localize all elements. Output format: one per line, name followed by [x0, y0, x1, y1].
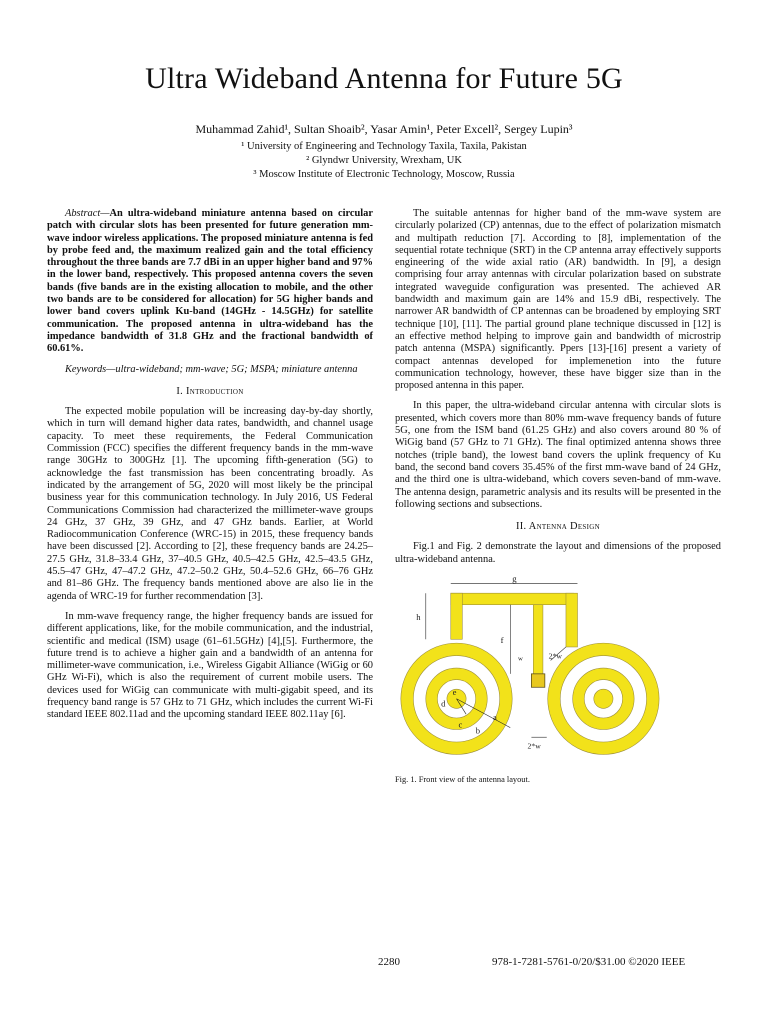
abstract	[47, 208, 373, 356]
label-f: f	[500, 635, 504, 646]
antenna-layout-drawing	[397, 574, 587, 764]
intro-paragraph-1: The expected mobile population will be increasing day-by-day shortly, which in turn will demand higher data rates, bandwidth, and channel usage capacity. To meet these requirements, the Federal Communication Commission (FCC) specifies the different frequency bands in the mm-wave range 30GHz to 300GHz [1]. The upcoming fifth-generation (5G) to acknowledge the fast transmission has been concentrating broadly. As indicated by the arrangement of 5G, 2020 will most likely be the principal business year for this communication technology. In July 2016, US Federal Communications Commission had characterized the millimeter-wave groups 24 GHz, 37 GHz, 39 GHz, and 47 GHz bands. Earlier, at World Radiocommunication Conference (WRC-15) in 2015, these frequency bands have been discussed [2]. According to [2], these frequency bands are 24.25–27.5 GHz, 31.8–33.4 GHz, 37–40.5 GHz, 40.5–42.5 GHz, 42.5–43.5 GHz, 45.5–47 GHz, 47–47.2 GHz, 47.2–50.2 GHz, 50.4–52.6 GHz, 66–76 GHz and 81–86 GHz. The frequency bands mentioned above are also lie in the agenda of WRC-19 for further recommendation [3].	[47, 406, 373, 602]
label-h: h	[416, 612, 421, 623]
label-g: g	[512, 573, 517, 584]
author-list: Muhammad Zahid¹, Sultan Shoaib², Yasar Amin¹, Peter Excell², Sergey Lupin³	[195, 122, 573, 136]
copyright-line: 978-1-7281-5761-0/20/$31.00 ©2020 IEEE	[492, 956, 686, 968]
affiliation-2: ² Glyndwr University, Wrexham, UK	[306, 155, 462, 167]
center-feed-strip	[533, 605, 543, 680]
intro-paragraph-2: In mm-wave frequency range, the higher frequency bands are issued for different applications, like, for the mobile communication, and the industrial, scientific and medical (ISM) usage (61–61.5GHz) [4],[5]. Furthermore, the future trend is to achieve a higher gain and a bandwidth of an antenna for millimeter-wave communication, i.e., Wireless Gigabit Alliance (WiGig or 60 GHz Wi-Fi), which is also the requirement of current mobile users. The devices used for WiGig can communicate with multi-gigabit speed, and its frequency band range is 57 GHz to 71 GHz, which includes the current Wi-Fi standard IEEE 802.11ad and the upcoming standard IEEE 802.11ay [6].	[47, 610, 373, 721]
right-column	[395, 208, 721, 787]
label-c: c	[458, 719, 463, 730]
keywords: Keywords—ultra-wideband; mm-wave; 5G; MSPA; miniature antenna	[65, 363, 358, 375]
abstract-text: An ultra-wideband miniature antenna based on circular patch with circular slots has been presented for future generation mm-wave indoor wireless applications. The proposed miniature antenna is fed by probe feed and, the maximum realized gain and the total efficiency throughout the three bands are 7.7 dBi in an upper higher band and 97% in the lower band, respectively. This proposed antenna covers the seven bands (five bands are in the existing allocation to mobile, and the other two bands are to be considered for allocation) for 5G higher bands and lower band covers uplink Ku-band (14GHz - 14.5GHz) for satellite communication. The proposed antenna in ultra-wideband has the impedance bandwidth of 31.8 GHz and the fractional bandwidth of 60.61%.	[47, 208, 373, 355]
left-column	[47, 208, 373, 730]
top-strip	[451, 593, 574, 605]
affiliation-1: ¹ University of Engineering and Technology Taxila, Taxila, Pakistan	[241, 141, 527, 152]
contribution-paragraph: In this paper, the ultra-wideband circular antenna with circular slots is presented, which covers more than 80% mm-wave frequency bands of future 5G, one from the ISM band (61.25 GHz) and also covers around 80 % of WiGig band (57 GHz to 71 GHz). The final optimized antenna shows three notches (triple band), the lowest band covers the uplink frequency of Ku band, the second band covers 35.45% of the first mm-wave band of 24 GHz, and the third one is ultra-wideband, which covers seven-band of mm-wave. The antenna design, parametric analysis and its results will be presented in the following sections and subsections.	[395, 400, 721, 510]
paper-title: Ultra Wideband Antenna for Future 5G	[145, 62, 623, 95]
label-2w-top: 2*w	[548, 651, 562, 661]
label-b: b	[475, 725, 481, 736]
right-vertical-strip	[566, 593, 578, 647]
left-vertical-strip	[451, 593, 463, 639]
design-paragraph: Fig.1 and Fig. 2 demonstrate the layout and dimensions of the proposed ultra-wideband antenna.	[395, 541, 721, 565]
antenna-layout-figure	[395, 574, 721, 787]
right-center-patch	[594, 689, 613, 708]
label-a: a	[493, 711, 497, 722]
figure-caption: Fig. 1. Front view of the antenna layout.	[395, 775, 530, 785]
label-d: d	[441, 698, 446, 709]
section-heading-antenna-design: II. Antenna Design	[516, 521, 600, 533]
label-w: w	[517, 655, 523, 663]
affiliations	[0, 140, 768, 183]
related-work-paragraph: The suitable antennas for higher band of the mm-wave system are circularly polarized (CP) antennas, due to the effect of polarization mismatch and multipath reduction [7]. According to [8], implementation of the sequential rotate technique (SRT) in the CP antenna array effectively supports engineering of the wide axial ratio (AR) bandwidth. In [9], a design comprising four array antennas with circular polarization based on substrate integrated waveguide configuration was presented. The achieved AR bandwidth and maximum gain are 14% and 15.9 dBi, respectively. The narrower AR bandwidth of CP antennas can be broadened by employing SRT technique [10], [11]. The partial ground plane technique discussed in [12] is an effective method helping to improve gain and bandwidth of microstrip patch antenna (MSPA) significantly. Ppers [13]-[16] present a variety of compact antennas developed for implemenetion into the future communication technology, however, these have bigger size than in the proposed antenna in this paper.	[395, 208, 721, 392]
page-number: 2280	[378, 956, 400, 968]
affiliation-3: ³ Moscow Institute of Electronic Technology, Moscow, Russia	[253, 169, 515, 181]
section-heading-introduction: I. Introduction	[176, 385, 244, 397]
label-e: e	[452, 686, 457, 697]
label-2w-bottom: 2*w	[527, 741, 541, 751]
abstract-label: Abstract—	[65, 208, 110, 219]
feed-block	[531, 674, 544, 687]
